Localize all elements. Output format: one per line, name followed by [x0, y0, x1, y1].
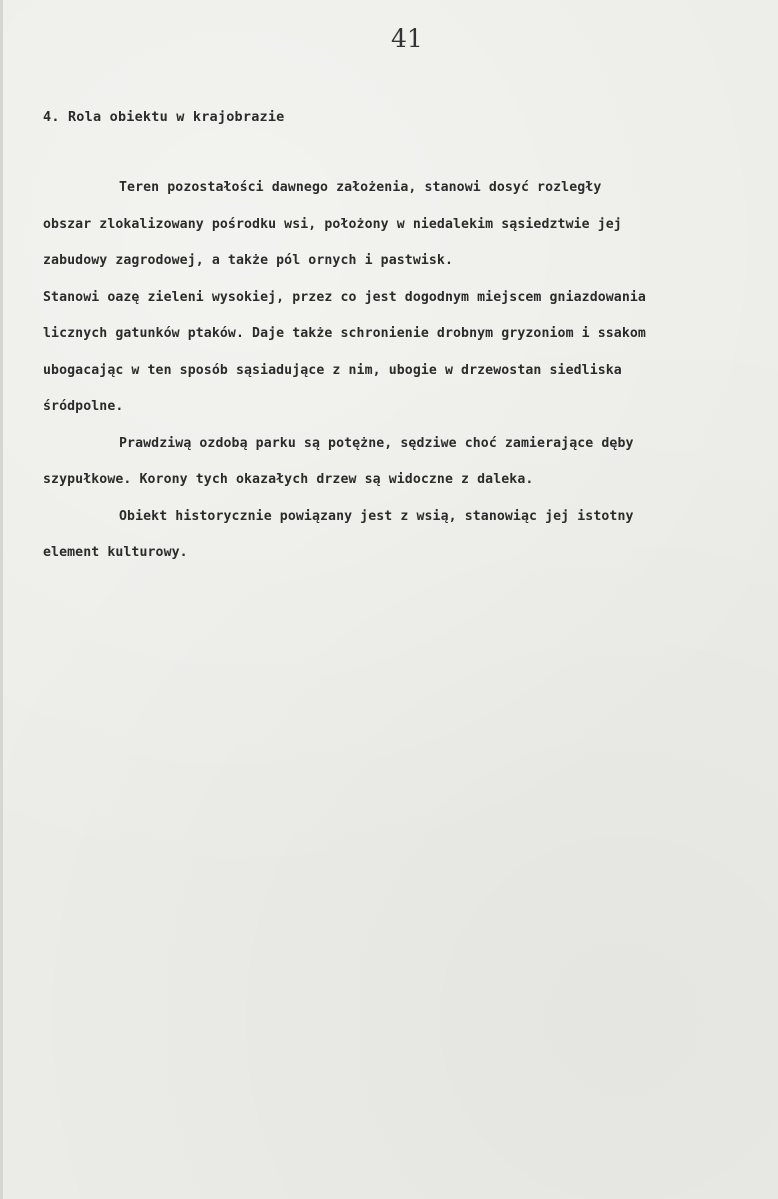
- text-line: element kulturowy.: [43, 545, 188, 560]
- text-line: szypułkowe. Korony tych okazałych drzew są widoczne z daleka.: [43, 472, 534, 487]
- page-number: 41: [391, 24, 423, 53]
- text-line: ubogacając w ten sposób sąsiadujące z nim, ubogie w drzewostan siedliska: [43, 362, 622, 378]
- text-line: Teren pozostałości dawnego założenia, stanowi dosyć rozległy: [119, 180, 602, 195]
- text-line: Obiekt historycznie powiązany jest z wsią, stanowiąc jej istotny: [119, 508, 634, 524]
- section-body: [43, 176, 768, 578]
- text-line: śródpolne.: [43, 399, 124, 414]
- text-line: licznych gatunków ptaków. Daje także schronienie drobnym gryzoniom i ssakom: [43, 326, 646, 341]
- text-line: Stanowi oazę zieleni wysokiej, przez co jest dogodnym miejscem gniazdowania: [43, 289, 646, 305]
- text-line: zabudowy zagrodowej, a także pól ornych i pastwisk.: [43, 253, 454, 268]
- text-line: Prawdziwą ozdobą parku są potężne, sędziwe choć zamierające dęby: [119, 435, 634, 451]
- section-heading: 4. Rola obiektu w krajobrazie: [43, 109, 285, 125]
- text-line: obszar zlokalizowany pośrodku wsi, położony w niedalekim sąsiedztwie jej: [43, 216, 622, 232]
